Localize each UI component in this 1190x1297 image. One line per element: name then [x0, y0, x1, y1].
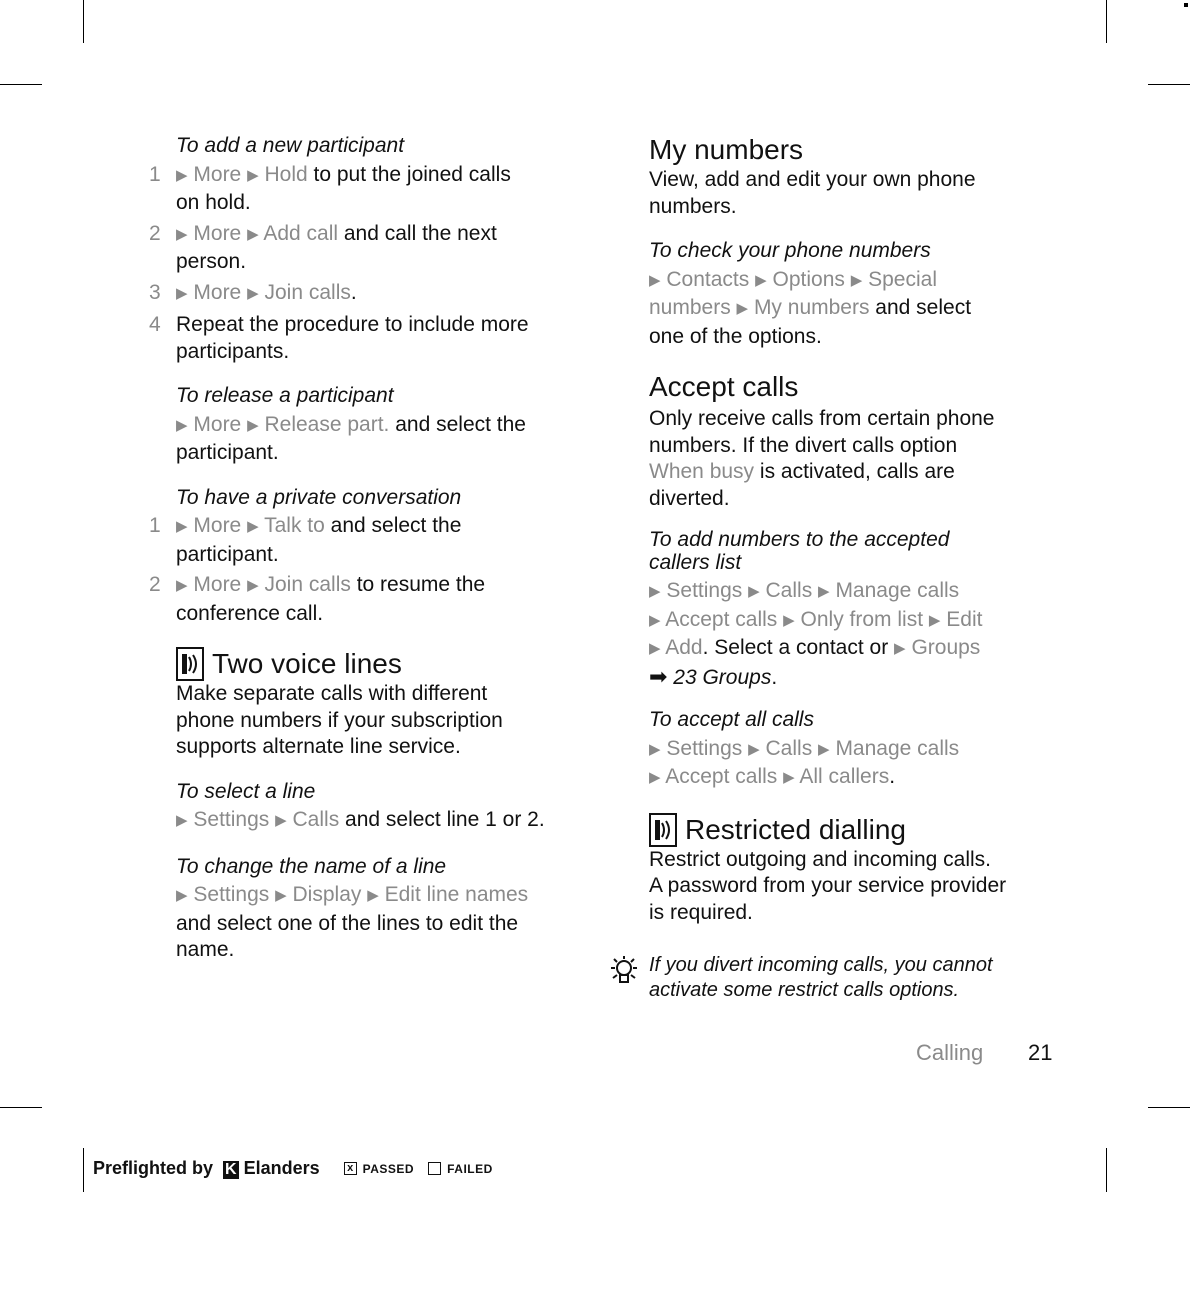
step-text: conference call. [176, 601, 324, 625]
add-accepted-instruction [649, 578, 1069, 691]
right-column [649, 133, 1069, 926]
body-text: is required. [649, 900, 753, 924]
release-instruction [176, 412, 596, 467]
menu-item-add: Add [665, 636, 703, 659]
subheading-add-accepted [649, 528, 1069, 574]
arrow-right-icon: ▶ [176, 284, 188, 302]
crop-mark [1106, 1148, 1107, 1192]
private-steps [149, 513, 596, 627]
tip-text [649, 953, 1069, 1003]
body-text: supports alternate line service. [176, 735, 461, 758]
arrow-right-icon: ▶ [649, 740, 661, 758]
voice-description [176, 681, 596, 761]
passed-label: PASSED [362, 1161, 415, 1176]
arrow-right-icon: ▶ [649, 583, 661, 600]
menu-item-settings: Settings [666, 579, 743, 602]
menu-item-display: Display [292, 883, 362, 906]
step-text: on hold. [176, 191, 251, 214]
step-text: participant. [176, 542, 279, 566]
menu-item-settings: Settings [193, 883, 270, 906]
menu-item-more: More [193, 162, 242, 186]
body-text: and select one of the lines to edit the [176, 911, 519, 935]
menu-item-edit: Edit [946, 607, 983, 631]
body-text: numbers. [649, 194, 737, 218]
body-text: is activated, calls are [754, 460, 955, 483]
arrow-right-icon: ▶ [247, 416, 259, 434]
my-numbers-description [649, 167, 1069, 220]
menu-item-special-numbers: numbers [649, 296, 731, 319]
crop-mark [83, 1148, 84, 1192]
subheading-private: To have a private conversation [176, 485, 462, 509]
body-text: numbers. If the divert calls option [649, 433, 958, 457]
step-text: and select the [324, 514, 462, 537]
arrow-right-icon: ▶ [176, 577, 188, 594]
arrow-right-icon: ▶ [850, 271, 863, 289]
subheading-add-participant: To add a new participant [176, 134, 405, 157]
body-text: Make separate calls with different [176, 682, 488, 705]
menu-item-contacts: Contacts [666, 267, 750, 291]
menu-item-only-from-list: Only from list [800, 607, 924, 631]
failed-label: FAILED [447, 1161, 493, 1176]
footer-section-label: Calling [916, 1040, 984, 1065]
arrow-right-icon: ▶ [755, 271, 767, 289]
arrow-right-icon: ▶ [176, 518, 188, 535]
arrow-right-icon: ▶ [275, 887, 287, 904]
arrow-right-icon: ▶ [736, 300, 749, 317]
preflight-stamp [93, 1158, 493, 1179]
menu-item-calls: Calls [765, 579, 813, 602]
subheading-check-numbers: To check your phone numbers [649, 239, 931, 262]
subheading-accept-all: To accept all calls [649, 708, 814, 731]
step-item [149, 513, 596, 568]
section-heading: Accept calls [649, 371, 799, 402]
change-name-instruction [176, 882, 596, 964]
select-line-instruction [176, 807, 596, 836]
menu-item-manage-calls: Manage calls [835, 736, 960, 760]
operator-service-icon [176, 647, 204, 681]
step-text: participants. [176, 339, 290, 363]
subheading-select-line: To select a line [176, 779, 316, 803]
arrow-right-icon: ▶ [649, 271, 661, 289]
arrow-right-icon: ▶ [748, 583, 760, 600]
section-heading: Restricted dialling [685, 813, 906, 845]
elanders-logo-text: Elanders [243, 1158, 320, 1178]
lightbulb-tip-icon [606, 955, 642, 989]
body-text: . Select a contact or [702, 636, 895, 659]
step-number: 1 [149, 162, 161, 186]
section-heading: My numbers [649, 134, 804, 165]
tip-line: If you divert incoming calls, you cannot [649, 954, 993, 976]
body-text: name. [176, 938, 235, 961]
body-text: participant. [176, 441, 279, 464]
menu-item-join-calls: Join calls [264, 280, 351, 304]
step-number: 2 [149, 573, 161, 596]
arrow-right-icon: ▶ [649, 640, 661, 657]
step-number: 3 [149, 280, 161, 304]
subheading-change-name: To change the name of a line [176, 854, 447, 878]
step-number: 2 [149, 221, 161, 245]
preflight-text: Preflighted by [93, 1158, 214, 1178]
arrow-right-icon: ▶ [783, 611, 795, 629]
menu-item-release-part: Release part. [264, 412, 390, 436]
arrow-right-icon: ▶ [247, 284, 259, 302]
arrow-right-icon: ▶ [247, 577, 259, 594]
menu-item-groups: Groups [911, 636, 981, 659]
tip-line: activate some restrict calls options. [649, 979, 960, 1001]
restricted-description [649, 847, 1069, 927]
step-item [149, 572, 596, 627]
two-voice-lines-header [176, 647, 596, 681]
step-text: Repeat the procedure to include more [176, 313, 529, 336]
crop-mark [1106, 0, 1107, 43]
body-text: and select the [389, 412, 526, 436]
arrow-right-icon: ▶ [176, 416, 188, 434]
menu-item-accept-calls: Accept calls [665, 765, 778, 788]
menu-item-manage-calls: Manage calls [835, 579, 960, 602]
menu-item-join-calls: Join calls [264, 573, 351, 596]
crop-mark [83, 0, 84, 43]
step-text: to resume the [350, 573, 486, 596]
menu-item-options: Options [772, 267, 845, 291]
reference-arrow-icon: ➡ [649, 663, 668, 689]
step-item [149, 221, 596, 276]
arrow-right-icon: ▶ [649, 611, 661, 629]
step-item [149, 280, 596, 309]
body-text: Only receive calls from certain phone [649, 407, 995, 430]
section-heading: Two voice lines [212, 648, 402, 679]
arrow-right-icon: ▶ [818, 740, 830, 758]
menu-item-hold: Hold [264, 162, 308, 186]
body-text: and select [869, 296, 972, 319]
step-text: . [350, 280, 357, 304]
menu-item-more: More [193, 280, 242, 304]
menu-item-accept-calls: Accept calls [665, 607, 778, 631]
step-text: and call the next [338, 221, 497, 245]
operator-service-icon [649, 813, 677, 847]
menu-item-more: More [193, 412, 242, 436]
arrow-right-icon: ▶ [176, 166, 188, 184]
body-text: Restrict outgoing and incoming calls. [649, 847, 992, 871]
arrow-right-icon: ▶ [928, 611, 941, 629]
menu-item-settings: Settings [193, 808, 270, 831]
arrow-right-icon: ▶ [649, 769, 661, 786]
menu-item-more: More [193, 514, 242, 537]
subheading-line: To add numbers to the accepted [649, 528, 950, 551]
step-number: 4 [149, 313, 161, 336]
body-text: View, add and edit your own phone [649, 168, 976, 191]
body-text: and select line 1 or 2. [339, 808, 545, 831]
arrow-right-icon: ▶ [367, 887, 379, 904]
elanders-logo-mark: K [225, 1161, 237, 1178]
arrow-right-icon: ▶ [247, 518, 259, 535]
arrow-right-icon: ▶ [783, 769, 795, 786]
menu-item-calls: Calls [765, 736, 813, 760]
subheading-line: callers list [649, 551, 742, 574]
menu-item-all-callers: All callers [799, 765, 890, 788]
menu-item-special-numbers: Special [868, 267, 937, 291]
menu-item-edit-line-names: Edit line names [384, 883, 529, 906]
menu-item-my-numbers: My numbers [753, 296, 870, 319]
passed-checkbox: x [344, 1162, 357, 1175]
body-text: one of the options. [649, 324, 822, 348]
step-text: person. [176, 250, 247, 273]
subheading-release: To release a participant [176, 384, 394, 407]
menu-item-talk-to: Talk to [264, 514, 325, 537]
page-reference: 23 Groups [673, 665, 772, 689]
body-text: . [771, 665, 778, 689]
menu-item-calls: Calls [292, 808, 340, 831]
step-item [149, 312, 596, 365]
arrow-right-icon: ▶ [275, 812, 287, 829]
failed-checkbox [428, 1162, 441, 1175]
menu-item-more: More [193, 221, 242, 245]
body-text: . [889, 765, 896, 788]
arrow-right-icon: ▶ [748, 740, 760, 758]
menu-item-add-call: Add call [263, 221, 339, 245]
body-text: phone numbers if your subscription [176, 708, 503, 732]
arrow-right-icon: ▶ [176, 812, 188, 829]
step-text: to put the joined calls [307, 162, 511, 186]
menu-item-more: More [193, 573, 242, 596]
crop-mark [1148, 1107, 1190, 1108]
add-participant-steps [149, 162, 596, 366]
page-number: 21 [1028, 1040, 1053, 1065]
left-column [149, 133, 596, 964]
corner-dot [1184, 3, 1188, 7]
body-text: diverted. [649, 486, 730, 510]
elanders-logo [223, 1158, 320, 1179]
arrow-right-icon: ▶ [818, 583, 830, 600]
arrow-right-icon: ▶ [176, 887, 188, 904]
accept-description [649, 406, 1069, 512]
menu-item-settings: Settings [666, 736, 743, 760]
body-text: A password from your service provider [649, 874, 1007, 897]
arrow-right-icon: ▶ [247, 225, 259, 243]
crop-mark [1148, 84, 1190, 85]
step-item [149, 162, 596, 217]
arrow-right-icon: ▶ [247, 166, 259, 184]
arrow-right-icon: ▶ [894, 640, 906, 657]
crop-mark [0, 1107, 42, 1108]
crop-mark [0, 84, 42, 85]
step-number: 1 [149, 514, 161, 537]
menu-item-when-busy: When busy [649, 460, 755, 483]
arrow-right-icon: ▶ [176, 225, 188, 243]
accept-all-instruction [649, 736, 1069, 793]
check-numbers-instruction [649, 267, 1069, 351]
restricted-dialling-header [649, 813, 1069, 847]
